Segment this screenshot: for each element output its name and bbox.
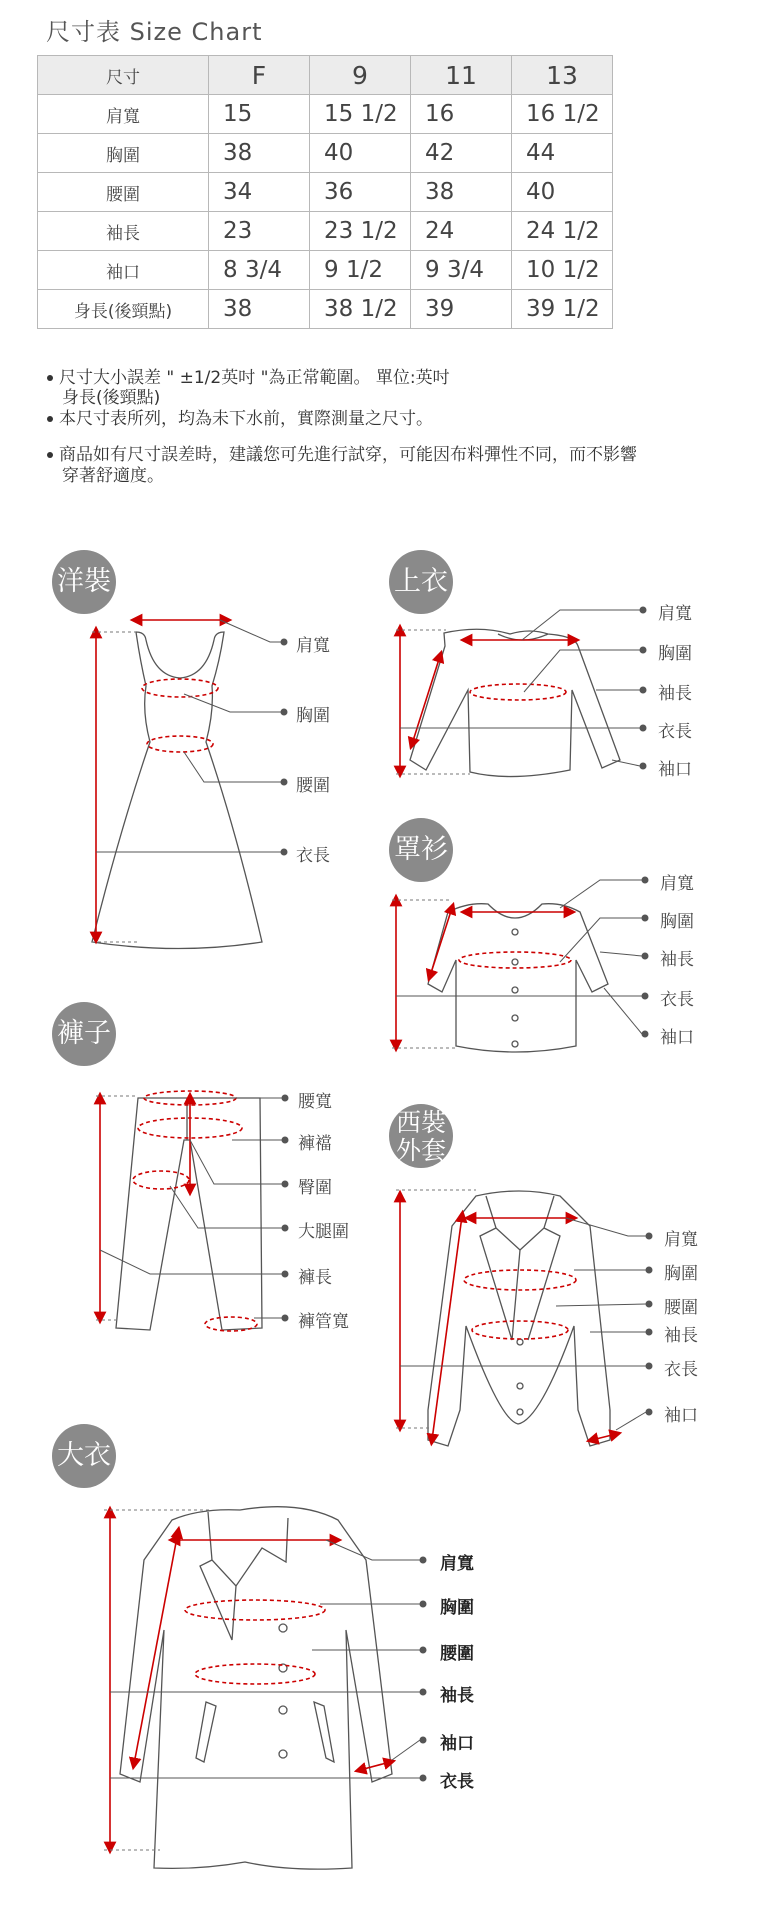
table-cell: 23	[209, 212, 310, 251]
top-label: 袖口	[658, 760, 692, 780]
dress-label: 腰圍	[296, 776, 330, 796]
coat-label: 袖口	[440, 1734, 474, 1754]
coat-label: 肩寬	[440, 1554, 474, 1574]
badge-pants: 褲子	[52, 1002, 116, 1066]
dress-label: 肩寬	[296, 636, 330, 656]
badge-blouse: 罩衫	[389, 818, 453, 882]
row-label: 袖口	[38, 251, 209, 290]
table-header-cell: 9	[310, 56, 411, 95]
note-tryon-cont: 穿著舒適度。	[62, 466, 164, 486]
note-text: 尺寸大小誤差 " ±1/2英吋 "為正常範圍。 單位:英吋	[59, 368, 450, 388]
table-cell: 10 1/2	[512, 251, 613, 290]
top-label: 袖長	[658, 684, 692, 704]
note-text: 本尺寸表所列，均為未下水前，實際測量之尺寸。	[59, 409, 433, 429]
table-cell: 9 1/2	[310, 251, 411, 290]
table-cell: 38	[209, 290, 310, 329]
table-cell: 44	[512, 134, 613, 173]
table-cell: 9 3/4	[411, 251, 512, 290]
blouse-label: 袖口	[660, 1028, 694, 1048]
dress-illustration	[92, 632, 262, 949]
table-cell: 39 1/2	[512, 290, 613, 329]
row-label: 肩寬	[38, 95, 209, 134]
table-cell: 8 3/4	[209, 251, 310, 290]
table-header-cell: 13	[512, 56, 613, 95]
row-label: 身長(後頸點)	[38, 290, 209, 329]
top-label: 衣長	[658, 722, 692, 742]
note-text: 商品如有尺寸誤差時，建議您可先進行試穿，可能因布料彈性不同，而不影響	[59, 445, 637, 465]
row-label: 袖長	[38, 212, 209, 251]
coat-label: 腰圍	[440, 1644, 474, 1664]
badge-line: 西裝	[395, 1108, 446, 1137]
suit-label: 胸圍	[664, 1264, 698, 1284]
badge-dress: 洋裝	[52, 550, 116, 614]
coat-label: 袖長	[440, 1686, 474, 1706]
pants-label: 褲襠	[298, 1134, 332, 1154]
pants-label: 腰寬	[298, 1092, 332, 1112]
coat-illustration	[120, 1507, 392, 1869]
table-cell: 15	[209, 95, 310, 134]
suit-jacket-illustration	[428, 1191, 610, 1446]
table-cell: 34	[209, 173, 310, 212]
pants-label: 臀圍	[298, 1178, 332, 1198]
table-cell: 16 1/2	[512, 95, 613, 134]
blouse-label: 袖長	[660, 950, 694, 970]
row-label: 胸圍	[38, 134, 209, 173]
dress-label: 衣長	[296, 846, 330, 866]
blouse-label: 肩寬	[660, 874, 694, 894]
table-cell: 39	[411, 290, 512, 329]
row-label: 腰圍	[38, 173, 209, 212]
table-cell: 16	[411, 95, 512, 134]
table-cell: 38 1/2	[310, 290, 411, 329]
badge-suit-jacket	[389, 1104, 453, 1168]
top-label: 肩寬	[658, 604, 692, 624]
table-cell: 24	[411, 212, 512, 251]
coat-label: 衣長	[440, 1772, 474, 1792]
note-tolerance-cont: 身長(後頸點)	[62, 388, 161, 408]
badge-coat: 大衣	[52, 1424, 116, 1488]
top-illustration	[410, 629, 620, 776]
table-header-cell: 尺寸	[38, 56, 209, 95]
blouse-label: 衣長	[660, 990, 694, 1010]
badge-line: 外套	[395, 1136, 446, 1165]
suit-label: 腰圍	[664, 1298, 698, 1318]
blouse-illustration	[428, 904, 608, 1052]
suit-label: 衣長	[664, 1360, 698, 1380]
table-cell: 15 1/2	[310, 95, 411, 134]
table-cell: 24 1/2	[512, 212, 613, 251]
table-cell: 36	[310, 173, 411, 212]
suit-label: 袖長	[664, 1326, 698, 1346]
table-cell: 40	[310, 134, 411, 173]
table-cell: 23 1/2	[310, 212, 411, 251]
table-header-cell: F	[209, 56, 310, 95]
coat-label: 胸圍	[440, 1598, 474, 1618]
dress-label: 胸圍	[296, 706, 330, 726]
page-title: 尺寸表 Size Chart	[46, 18, 263, 46]
table-cell: 38	[411, 173, 512, 212]
top-label: 胸圍	[658, 644, 692, 664]
blouse-label: 胸圍	[660, 912, 694, 932]
table-cell: 38	[209, 134, 310, 173]
pants-label: 大腿圍	[298, 1222, 349, 1242]
table-cell: 42	[411, 134, 512, 173]
suit-label: 肩寬	[664, 1230, 698, 1250]
pants-label: 褲長	[298, 1268, 332, 1288]
suit-label: 袖口	[664, 1406, 698, 1426]
table-header-cell: 11	[411, 56, 512, 95]
table-cell: 40	[512, 173, 613, 212]
badge-top: 上衣	[389, 550, 453, 614]
pants-label: 褲管寬	[298, 1312, 349, 1332]
